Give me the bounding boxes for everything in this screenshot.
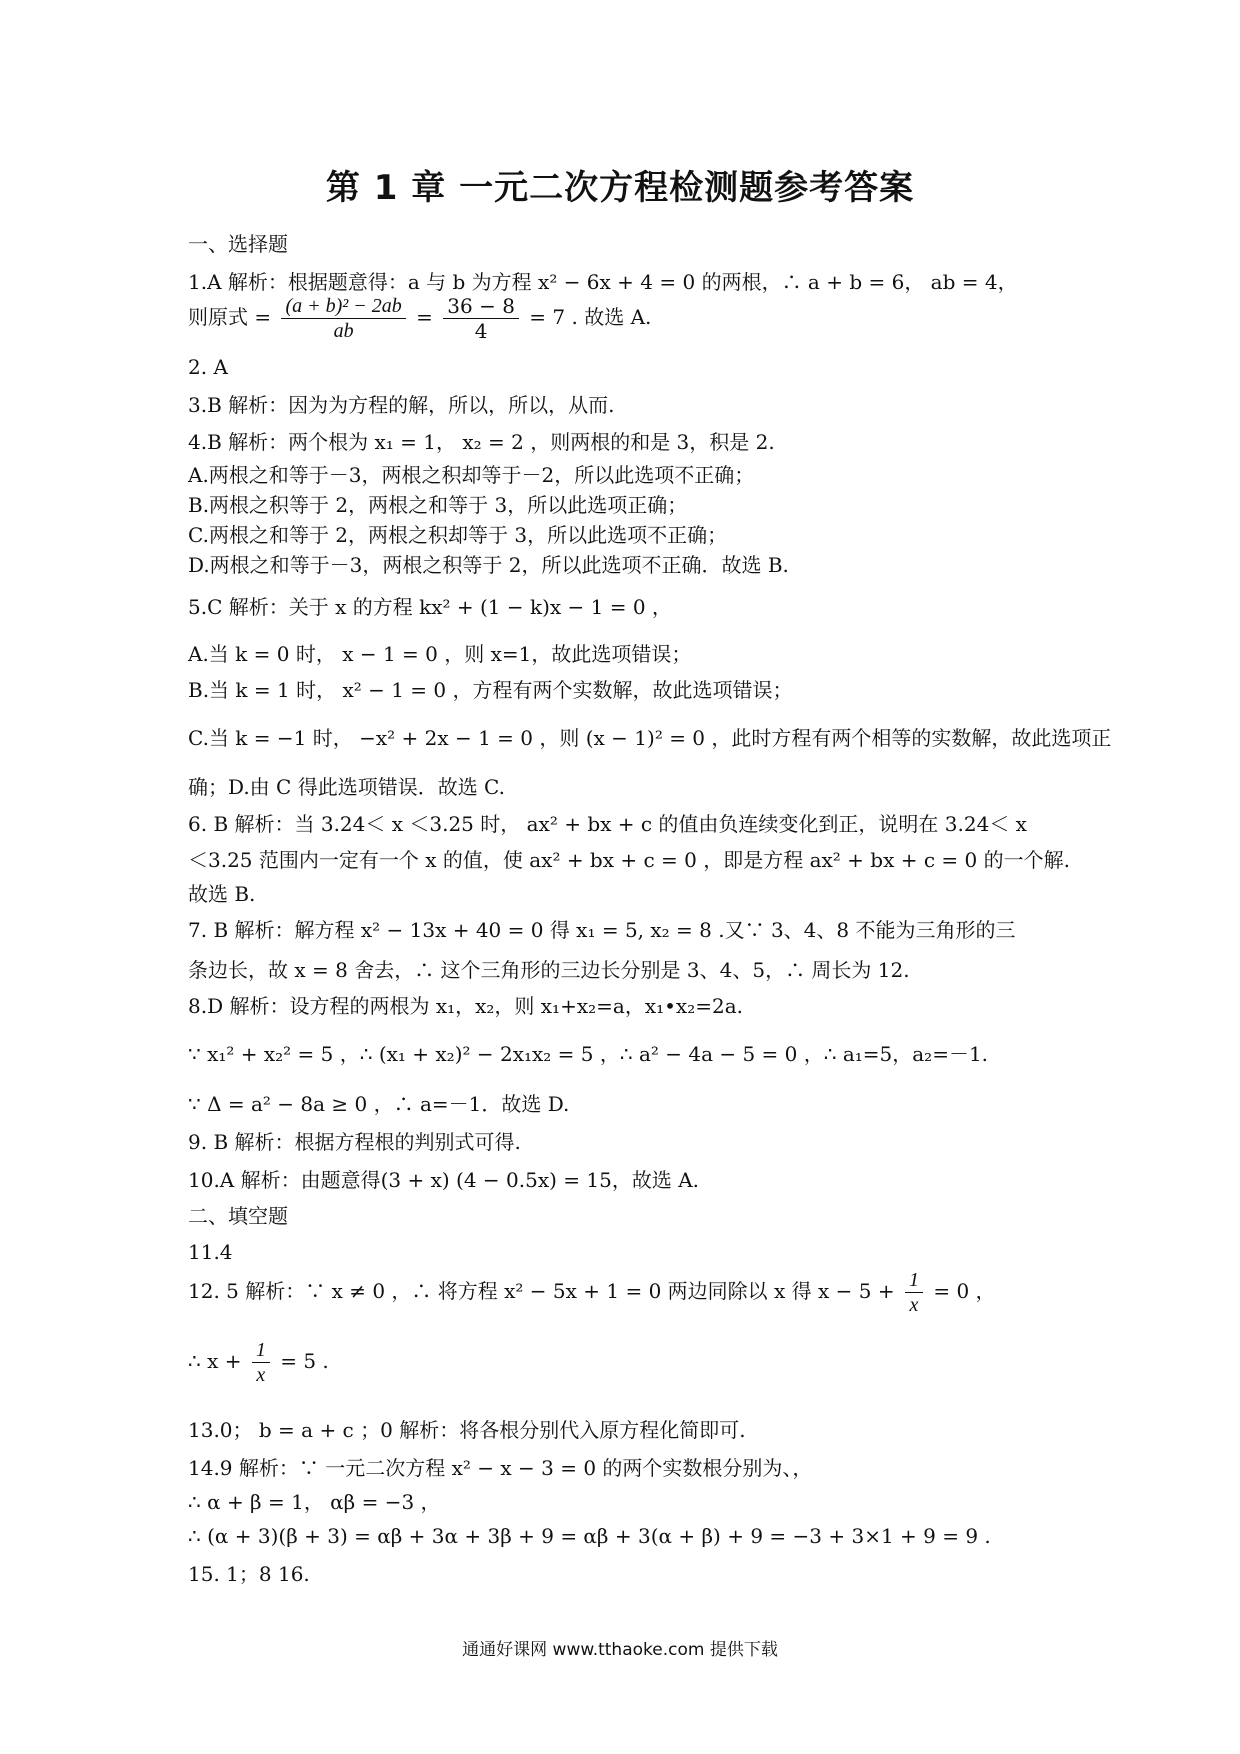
answer-line-5: 5.C 解析：关于 x 的方程 kx² + (1 − k)x − 1 = 0 ， <box>188 595 672 619</box>
case-line-b: B.当 k = 1 时， x² − 1 = 0 ，方程有两个实数解，故此选项错误； <box>188 678 793 702</box>
answer-line-13: 13.0； b = a + c ；0 解析：将各根分别代入原方程化简即可. <box>188 1418 746 1442</box>
fraction-one-over-x <box>252 1338 270 1387</box>
equals-sign: = <box>416 305 433 329</box>
answer-line-7: 7. B 解析：解方程 x² − 13x + 40 = 0 得 x₁ = 5, x₂ = 8 .又∵ 3、4、8 不能为三角形的三 <box>188 918 1016 942</box>
fraction-numerator: 36 − 8 <box>443 294 519 319</box>
case-line-d: 确；D.由 C 得此选项错误．故选 C. <box>188 775 506 799</box>
option-line-c: C.两根之和等于 2，两根之积却等于 3，所以此选项不正确； <box>188 523 728 547</box>
line-text: 12. 5 解析：∵ x ≠ 0 ，∴ 将方程 x² − 5x + 1 = 0 两边同除以 x 得 x − 5 + <box>188 1279 895 1303</box>
answer-line-6-end: 故选 B. <box>188 882 256 906</box>
page-footer: 通通好课网 www.tthaoke.com 提供下载 <box>462 1640 778 1660</box>
fraction-denominator: ab <box>333 320 354 342</box>
fraction-denominator: x <box>256 1364 266 1386</box>
answer-line-8-end: ∵ Δ = a² − 8a ≥ 0 ，∴ a=－1．故选 D. <box>188 1092 570 1116</box>
fraction-numerator: 1 <box>905 1268 923 1293</box>
option-line-b: B.两根之积等于 2，两根之和等于 3，所以此选项正确； <box>188 493 688 517</box>
fraction-one-over-x <box>905 1268 923 1317</box>
answer-line-10: 10.A 解析：由题意得(3 + x) (4 − 0.5x) = 15，故选 A. <box>188 1168 700 1192</box>
section-heading-choice: 一、选择题 <box>188 232 288 256</box>
fraction-value <box>443 294 519 343</box>
fraction-numerator: 1 <box>252 1338 270 1363</box>
answer-line-7-cont: 条边长，故 x = 8 舍去，∴ 这个三角形的三边长分别是 3、4、5，∴ 周长为 12. <box>188 958 910 982</box>
answer-line-14: 14.9 解析：∵ 一元二次方程 x² − x − 3 = 0 的两个实数根分别为、， <box>188 1456 813 1480</box>
answer-line-12-cont <box>188 1338 1068 1387</box>
fraction-denominator: 4 <box>474 319 488 343</box>
answer-line-8: 8.D 解析：设方程的两根为 x₁，x₂，则 x₁+x₂=a，x₁•x₂=2a. <box>188 994 743 1018</box>
formula-prefix: 则原式 = <box>188 305 272 329</box>
answer-line-6-cont: ＜3.25 范围内一定有一个 x 的值，使 ax² + bx + c = 0 ，即是方程 ax² + bx + c = 0 的一个解. <box>188 848 1070 872</box>
answer-line-4: 4.B 解析：两个根为 x₁ = 1， x₂ = 2 ，则两根的和是 3，积是 2. <box>188 430 775 454</box>
answer-line-8-cont: ∵ x₁² + x₂² = 5 ，∴ (x₁ + x₂)² − 2x₁x₂ = 5 ，∴ a² − 4a − 5 = 0 ，∴ a₁=5，a₂=－1. <box>188 1042 989 1066</box>
answer-line-11: 11.4 <box>188 1240 233 1264</box>
page-title: 第 1 章 一元二次方程检测题参考答案 <box>325 168 915 208</box>
option-line-d: D.两根之和等于－3，两根之积等于 2，所以此选项不正确．故选 B. <box>188 553 789 577</box>
answer-line-15-16: 15. 1；8 16. <box>188 1562 310 1586</box>
answer-line-14-cont: ∴ α + β = 1， αβ = −3 ， <box>188 1490 441 1514</box>
line-text: = 0 ， <box>933 1279 996 1303</box>
line-text: = 5 . <box>280 1349 329 1373</box>
option-line-a: A.两根之和等于－3，两根之积却等于－2，所以此选项不正确； <box>188 463 755 487</box>
case-line-c: C.当 k = −1 时， −x² + 2x − 1 = 0 ，则 (x − 1)² = 0 ，此时方程有两个相等的实数解，故此选项正 <box>188 726 1112 750</box>
answer-line-9: 9. B 解析：根据方程根的判别式可得. <box>188 1130 521 1154</box>
case-line-a: A.当 k = 0 时， x − 1 = 0 ，则 x=1，故此选项错误； <box>188 642 692 666</box>
section-heading-fill: 二、填空题 <box>188 1204 288 1228</box>
fraction-denominator: x <box>909 1294 919 1316</box>
answer-line-1-formula <box>188 294 1068 343</box>
fraction-expression <box>281 294 405 343</box>
answer-line-14-end: ∴ (α + 3)(β + 3) = αβ + 3α + 3β + 9 = αβ + 3(α + β) + 9 = −3 + 3×1 + 9 = 9 . <box>188 1524 991 1548</box>
answer-line-2: 2. A <box>188 355 228 379</box>
fraction-numerator: (a + b)² − 2ab <box>281 294 405 319</box>
line-text: ∴ x + <box>188 1349 242 1373</box>
answer-line-6: 6. B 解析：当 3.24＜ x ＜3.25 时， ax² + bx + c 的值由负连续变化到正，说明在 3.24＜ x <box>188 812 1027 836</box>
formula-suffix: = 7 . 故选 A. <box>529 305 652 329</box>
answer-line-1: 1.A 解析：根据题意得：a 与 b 为方程 x² − 6x + 4 = 0 的两根，∴ a + b = 6， ab = 4， <box>188 270 1018 294</box>
answer-line-3: 3.B 解析：因为为方程的解，所以，所以，从而. <box>188 393 615 417</box>
answer-line-12 <box>188 1268 1068 1317</box>
